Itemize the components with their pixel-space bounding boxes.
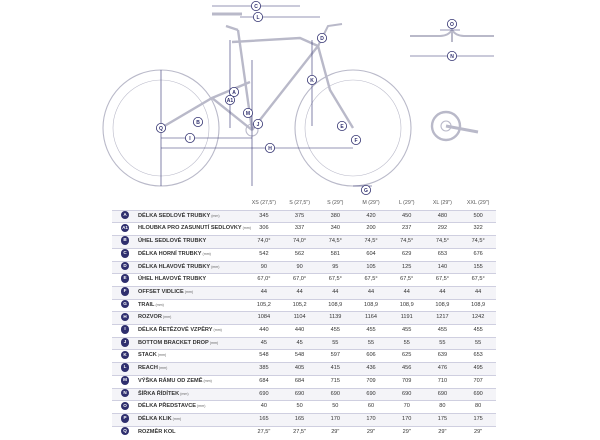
row-value: 74,0° <box>257 238 271 245</box>
row-value: 375 <box>294 212 305 219</box>
row-unit: (mm) <box>184 289 194 294</box>
size-header: XL (29") <box>432 200 452 206</box>
table-row <box>112 401 496 414</box>
row-value: 70 <box>403 403 410 410</box>
size-header: XXL (29") <box>466 200 490 206</box>
row-value: 55 <box>367 339 375 346</box>
row-badge-cell <box>112 401 138 414</box>
row-value: 80 <box>475 403 482 410</box>
row-value: 165 <box>259 415 269 422</box>
row-value: 690 <box>437 390 448 397</box>
row-value: 548 <box>259 352 269 359</box>
diagram-marker <box>317 33 326 42</box>
row-value: 581 <box>330 250 340 257</box>
row-unit: (mm) <box>180 391 189 396</box>
row-value: 456 <box>402 365 412 372</box>
header-spacer <box>112 198 138 210</box>
row-name-text: DÉLKA SEDLOVÉ TRUBKY <box>138 212 211 219</box>
row-value: 604 <box>366 250 376 257</box>
row-value: 67,5° <box>471 276 485 283</box>
row-name-text: ŠÍŘKA ŘÍDÍTEK <box>138 390 180 397</box>
row-value: 74,5° <box>435 238 449 245</box>
table-row <box>112 337 496 350</box>
row-name-text: ÚHEL SEDLOVÉ TRUBKY <box>138 238 207 245</box>
row-value: 500 <box>473 212 483 219</box>
row-unit: (mm) <box>209 340 219 345</box>
diagram-marker-label: L <box>256 14 260 21</box>
row-badge-cell <box>112 426 138 438</box>
row-value: 175 <box>473 415 483 422</box>
row-value: 322 <box>473 225 483 232</box>
row-value: 1164 <box>364 314 378 321</box>
diagram-marker-label: B <box>196 119 200 126</box>
row-value: 108,9 <box>471 301 486 308</box>
row-value: 67,0° <box>293 276 307 283</box>
row-value: 44 <box>332 288 339 295</box>
row-badge: I <box>121 325 130 334</box>
row-value: 345 <box>259 212 269 219</box>
diagram-marker <box>351 135 360 144</box>
row-value: 606 <box>366 352 376 359</box>
row-name-text: DÉLKA ŘETĚZOVÉ VZPĚRY <box>138 327 213 334</box>
row-value: 74,5° <box>328 238 342 245</box>
row-value: 95 <box>332 263 339 270</box>
row-value: 629 <box>402 250 412 257</box>
row-value: 709 <box>402 377 412 384</box>
diagram-marker-label: A1 <box>226 97 234 104</box>
row-badge: A1 <box>121 224 130 233</box>
row-name <box>138 388 246 401</box>
table-row <box>112 299 496 312</box>
row-badge-cell <box>112 375 138 388</box>
row-value: 55 <box>332 339 339 346</box>
row-value: 676 <box>473 250 483 257</box>
row-name-text: REACH <box>138 365 158 372</box>
diagram-marker-label: G <box>364 187 368 194</box>
row-value: 74,0° <box>293 238 307 245</box>
row-badge: F <box>121 287 130 296</box>
row-name-text: DÉLKA KLIK <box>138 415 172 422</box>
row-unit: (mm) <box>197 404 206 409</box>
row-value: 380 <box>330 212 340 219</box>
diagram-labels <box>156 1 456 194</box>
row-value: 455 <box>437 327 448 334</box>
row-value: 44 <box>475 288 482 295</box>
row-badge: E <box>121 274 130 283</box>
row-badge-cell <box>112 261 138 274</box>
row-value: 105 <box>366 263 376 270</box>
row-value: 237 <box>402 225 412 232</box>
row-value: 74,5° <box>364 238 378 245</box>
row-badge: P <box>121 414 130 423</box>
table-row <box>112 413 496 426</box>
row-value: 690 <box>294 390 305 397</box>
row-value: 440 <box>259 327 269 334</box>
row-value: 200 <box>366 225 376 232</box>
row-name-text: ROZVOR <box>138 314 162 321</box>
row-badge: N <box>121 389 130 398</box>
row-value: 50 <box>332 403 339 410</box>
row-value: 436 <box>366 365 376 372</box>
size-header: XS (27,5") <box>251 200 277 206</box>
row-value: 60 <box>367 403 375 410</box>
diagram-marker <box>225 95 234 104</box>
row-value: 450 <box>402 212 412 219</box>
row-value: 44 <box>403 288 410 295</box>
row-badge-cell <box>112 299 138 312</box>
table-row <box>112 350 496 363</box>
diagram-marker <box>447 19 456 28</box>
row-value: 337 <box>294 225 305 232</box>
row-value: 67,5° <box>400 276 414 283</box>
row-value: 29" <box>474 428 483 435</box>
row-badge-cell <box>112 236 138 249</box>
table-row <box>112 426 496 438</box>
row-name <box>138 375 246 388</box>
row-value: 684 <box>294 377 305 384</box>
row-badge: A <box>121 211 130 220</box>
size-header: S (27,5") <box>289 200 310 206</box>
row-value: 690 <box>402 390 412 397</box>
row-value: 165 <box>294 415 305 422</box>
row-value: 1139 <box>329 314 342 321</box>
row-value: 140 <box>437 263 448 270</box>
row-name-text: VÝŠKA RÁMU OD ZEMĚ <box>138 377 203 384</box>
row-value: 108,9 <box>364 301 378 308</box>
size-header: M (29") <box>362 200 380 206</box>
row-name <box>138 248 246 261</box>
row-value: 455 <box>473 327 483 334</box>
row-value: 67,5° <box>435 276 449 283</box>
row-value: 108,9 <box>399 301 414 308</box>
row-value: 170 <box>402 415 412 422</box>
size-header: L (29") <box>398 200 415 206</box>
row-value: 170 <box>366 415 376 422</box>
row-badge-cell <box>112 274 138 287</box>
row-value: 67,5° <box>328 276 342 283</box>
row-value: 455 <box>402 327 412 334</box>
row-badge-cell <box>112 286 138 299</box>
size-header-row <box>112 198 496 210</box>
row-value: 105,2 <box>256 301 271 308</box>
table-row <box>112 388 496 401</box>
table-row <box>112 312 496 325</box>
row-value: 105,2 <box>292 301 307 308</box>
table-row <box>112 363 496 376</box>
row-value: 562 <box>294 250 305 257</box>
row-value: 476 <box>437 365 448 372</box>
row-value: 653 <box>437 250 448 257</box>
diagram-marker-label: D <box>320 35 324 42</box>
crank-arm-detail <box>446 126 478 132</box>
row-value: 292 <box>437 225 448 232</box>
diagram-marker <box>193 117 202 126</box>
table-row <box>112 223 496 236</box>
handlebar-top-view <box>410 30 494 42</box>
row-badge: C <box>121 249 130 258</box>
table-row <box>112 236 496 249</box>
row-name-text: DÉLKA HORNÍ TRUBKY <box>138 250 202 257</box>
row-value: 108,9 <box>328 301 343 308</box>
diagram-marker-label: F <box>354 137 358 144</box>
row-value: 44 <box>367 288 375 295</box>
row-value: 170 <box>330 415 340 422</box>
row-badge: L <box>121 363 130 372</box>
row-value: 44 <box>296 288 303 295</box>
row-value: 415 <box>330 365 340 372</box>
row-value: 495 <box>473 365 483 372</box>
row-value: 108,9 <box>435 301 450 308</box>
row-value: 1104 <box>293 314 306 321</box>
diagram-marker <box>251 1 260 10</box>
row-name-text: ROZMĚR KOL <box>138 428 176 435</box>
row-badge: B <box>121 236 130 245</box>
row-value: 90 <box>296 263 303 270</box>
row-name <box>138 325 246 338</box>
row-unit: (mm) <box>157 353 167 358</box>
row-value: 55 <box>475 339 482 346</box>
diagram-marker <box>447 51 456 60</box>
row-name <box>138 236 246 249</box>
row-value: 27,5" <box>293 428 307 435</box>
table-row <box>112 375 496 388</box>
row-unit: (mm) <box>213 328 222 333</box>
row-unit: (mm) <box>162 315 172 320</box>
table-row <box>112 325 496 338</box>
row-value: 690 <box>473 390 483 397</box>
row-value: 45 <box>260 339 268 346</box>
diagram-marker <box>253 119 262 128</box>
row-value: 1084 <box>257 314 271 321</box>
row-badge: M <box>121 376 130 385</box>
row-name <box>138 223 251 236</box>
row-badge-cell <box>112 337 138 350</box>
row-value: 684 <box>259 377 269 384</box>
row-value: 55 <box>439 339 446 346</box>
row-badge-cell <box>112 312 138 325</box>
row-value: 385 <box>259 365 269 372</box>
table-row <box>112 286 496 299</box>
row-value: 653 <box>473 352 483 359</box>
diagram-marker <box>156 123 165 132</box>
row-value: 40 <box>260 403 268 410</box>
table-row <box>112 248 496 261</box>
row-value: 27,5" <box>257 428 271 435</box>
row-value: 90 <box>260 263 268 270</box>
row-value: 1242 <box>471 314 485 321</box>
diagram-marker-label: H <box>268 145 272 152</box>
diagram-marker-label: Q <box>159 125 163 132</box>
row-value: 29" <box>331 428 340 435</box>
row-name-text: DÉLKA HLAVOVÉ TRUBKY <box>138 263 211 270</box>
row-value: 155 <box>473 263 483 270</box>
row-value: 690 <box>366 390 376 397</box>
diagram-marker <box>265 143 274 152</box>
row-value: 340 <box>330 225 340 232</box>
row-badge: J <box>121 338 130 347</box>
row-unit: (mm) <box>202 251 211 256</box>
row-value: 80 <box>439 403 446 410</box>
row-value: 690 <box>330 390 340 397</box>
diagram-marker-label: N <box>450 53 454 60</box>
table-row <box>112 261 496 274</box>
row-badge-cell <box>112 388 138 401</box>
row-name-text: TRAIL <box>138 301 155 308</box>
row-name <box>138 426 246 438</box>
row-name-text: OFFSET VIDLICE <box>138 288 184 295</box>
row-badge: Q <box>121 427 130 436</box>
row-name-text: DÉLKA PŘEDSTAVCE <box>138 403 197 410</box>
row-unit: (mm) <box>203 378 212 383</box>
row-name <box>138 413 246 426</box>
diagram-marker <box>361 185 370 194</box>
row-value: 690 <box>259 390 269 397</box>
geometry-table <box>112 198 496 438</box>
row-badge-cell <box>112 248 138 261</box>
row-name <box>138 350 246 363</box>
table-row <box>112 210 496 223</box>
row-value: 29" <box>438 428 447 435</box>
row-name <box>138 274 246 287</box>
table-row <box>112 274 496 287</box>
row-unit: (mm) <box>211 264 220 269</box>
row-value: 1217 <box>436 314 449 321</box>
row-name-text: HLOUBKA PRO ZASUNUTÍ SEDLOVKY <box>138 225 242 232</box>
size-header: S (29") <box>327 200 344 206</box>
diagram-marker-label: C <box>254 3 258 10</box>
row-value: 67,5° <box>364 276 378 283</box>
row-value: 420 <box>366 212 376 219</box>
row-name <box>138 299 246 312</box>
row-value: 625 <box>402 352 412 359</box>
diagram-marker-label: O <box>450 21 454 28</box>
row-badge: O <box>121 402 130 411</box>
row-unit: (mm) <box>242 226 251 231</box>
row-value: 29" <box>402 428 411 435</box>
row-value: 715 <box>330 377 340 384</box>
row-badge: G <box>121 300 130 309</box>
diagram-marker <box>253 12 262 21</box>
diagram-marker-label: I <box>189 135 191 142</box>
diagram-marker <box>243 108 252 117</box>
row-badge-cell <box>112 223 138 236</box>
row-badge-cell <box>112 363 138 376</box>
row-badge-cell <box>112 325 138 338</box>
row-name-text: BOTTOM BRACKET DROP <box>138 339 209 346</box>
row-value: 709 <box>366 377 376 384</box>
row-value: 45 <box>296 339 303 346</box>
row-value: 306 <box>259 225 269 232</box>
row-value: 440 <box>294 327 305 334</box>
row-value: 710 <box>437 377 448 384</box>
diagram-marker-label: K <box>310 77 314 84</box>
row-value: 44 <box>439 288 446 295</box>
row-name <box>138 210 246 223</box>
row-badge-cell <box>112 350 138 363</box>
row-unit: (mm) <box>158 366 168 371</box>
row-value: 639 <box>437 352 448 359</box>
row-value: 67,0° <box>257 276 271 283</box>
row-value: 597 <box>330 352 340 359</box>
row-value: 405 <box>294 365 305 372</box>
row-name <box>138 337 246 350</box>
row-value: 50 <box>296 403 303 410</box>
row-badge: K <box>121 351 130 360</box>
row-value: 175 <box>437 415 448 422</box>
row-name <box>138 312 246 325</box>
row-unit: (mm) <box>155 302 164 307</box>
diagram-marker-label: A <box>232 89 236 96</box>
row-value: 44 <box>260 288 268 295</box>
row-value: 542 <box>259 250 269 257</box>
row-name <box>138 401 246 414</box>
row-value: 480 <box>437 212 448 219</box>
row-unit: (mm) <box>172 416 182 421</box>
row-name <box>138 363 246 376</box>
row-name-text: ÚHEL HLAVOVÉ TRUBKY <box>138 276 207 283</box>
row-badge-cell <box>112 210 138 223</box>
row-value: 74,5° <box>471 238 485 245</box>
row-name <box>138 261 246 274</box>
row-value: 548 <box>294 352 305 359</box>
diagram-marker <box>185 133 194 142</box>
row-value: 455 <box>330 327 340 334</box>
diagram-marker <box>337 121 346 130</box>
row-badge-cell <box>112 413 138 426</box>
row-name-text: STACK <box>138 352 157 359</box>
row-name <box>138 286 246 299</box>
diagram-marker-label: M <box>245 110 251 117</box>
row-value: 29" <box>366 428 376 435</box>
row-value: 455 <box>366 327 376 334</box>
bike-geometry-diagram <box>0 0 600 196</box>
diagram-marker-label: J <box>256 121 260 128</box>
row-value: 125 <box>402 263 412 270</box>
header-spacer <box>138 198 246 210</box>
row-value: 707 <box>473 377 483 384</box>
row-badge: H <box>121 313 130 322</box>
row-value: 74,5° <box>400 238 414 245</box>
row-badge: D <box>121 262 130 271</box>
row-value: 1191 <box>400 314 413 321</box>
diagram-marker-label: E <box>340 123 344 130</box>
row-unit: (mm) <box>211 213 220 218</box>
row-value: 55 <box>403 339 410 346</box>
diagram-marker <box>307 75 316 84</box>
